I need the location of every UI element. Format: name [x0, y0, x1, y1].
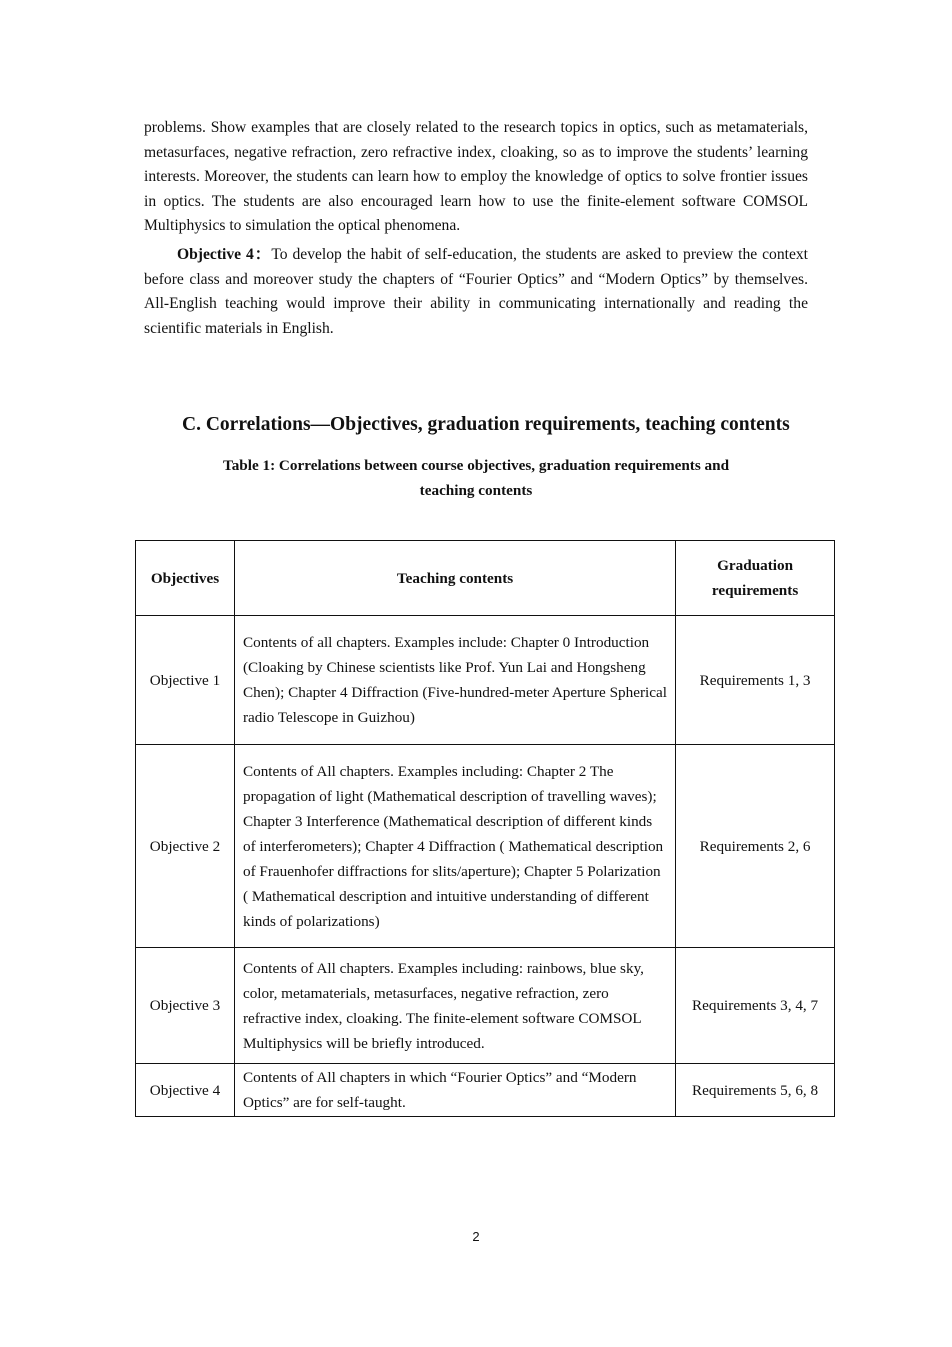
correlation-table	[135, 540, 835, 1117]
page-number: 2	[472, 1229, 480, 1244]
objective-cell: Objective 3	[136, 948, 235, 1064]
table-caption-line1: Table 1: Correlations between course objectives, graduation requirements and	[222, 457, 730, 474]
header-graduation-requirements	[676, 541, 835, 616]
content-cell: Contents of All chapters. Examples including: Chapter 2 The propagation of light (Mathematical description of travelling waves); Chapter 3 Interference (Mathematical description of different kinds of interferometers); Chapter 4 Diffraction ( Mathematical description of Frauenhofer diffractions for slits/aperture); Chapter 5 Polarization ( Mathematical description and intuitive understanding of different kinds of polarizations)	[234, 745, 675, 948]
header-req-line2: requirements	[711, 582, 799, 599]
objective-cell: Objective 2	[136, 745, 235, 948]
objective-cell: Objective 1	[136, 616, 235, 745]
requirements-cell: Requirements 2, 6	[676, 745, 835, 948]
objective-cell: Objective 4	[136, 1064, 235, 1117]
table-row	[136, 948, 835, 1064]
body-text	[144, 116, 808, 341]
table-row	[136, 745, 835, 948]
content-cell: Contents of All chapters in which “Fourier Optics” and “Modern Optics” are for self-taught.	[234, 1064, 675, 1117]
header-teaching-contents: Teaching contents	[234, 541, 675, 616]
header-req-line1: Graduation	[717, 557, 794, 574]
content-cell: Contents of all chapters. Examples include: Chapter 0 Introduction (Cloaking by Chinese scientists like Prof. Yun Lai and Hongsheng Chen); Chapter 4 Diffraction (Five-hundred-meter Aperture Spherical radio Telescope in Guizhou)	[234, 616, 675, 745]
header-objectives: Objectives	[136, 541, 235, 616]
objective-4-text: To develop the habit of self-education, the students are asked to preview the context before class and moreover study the chapters of “Fourier Optics” and “Modern Optics” by themselves. All-English teaching would improve their ability in communicating internationally and reading the scientific materials in English.	[144, 245, 808, 337]
table-caption-line2: teaching contents	[419, 481, 533, 499]
paragraph-objective-4	[144, 243, 808, 341]
table-header-row	[136, 541, 835, 616]
content-cell: Contents of All chapters. Examples including: rainbows, blue sky, color, metamaterials, metasurfaces, negative refraction, zero refractive index, cloaking. The finite-element software COMSOL Multiphysics will be briefly introduced.	[234, 948, 675, 1064]
objective-4-label: Objective 4：	[177, 245, 272, 263]
paragraph-problems: problems. Show examples that are closely related to the research topics in optics, such as metamaterials, metasurfaces, negative refraction, zero refractive index, cloaking, so as to improve the students’ learning interests. Moreover, the students can learn how to employ the knowledge of optics to solve frontier issues in optics. The students are also encouraged learn how to use the finite-element software COMSOL Multiphysics to simulation the optical phenomena.	[144, 119, 808, 235]
table-row	[136, 616, 835, 745]
requirements-cell: Requirements 1, 3	[676, 616, 835, 745]
table-row	[136, 1064, 835, 1117]
requirements-cell: Requirements 3, 4, 7	[676, 948, 835, 1064]
requirements-cell: Requirements 5, 6, 8	[676, 1064, 835, 1117]
table-caption	[136, 454, 816, 503]
section-heading: C. Correlations—Objectives, graduation requirements, teaching contents	[182, 414, 790, 435]
